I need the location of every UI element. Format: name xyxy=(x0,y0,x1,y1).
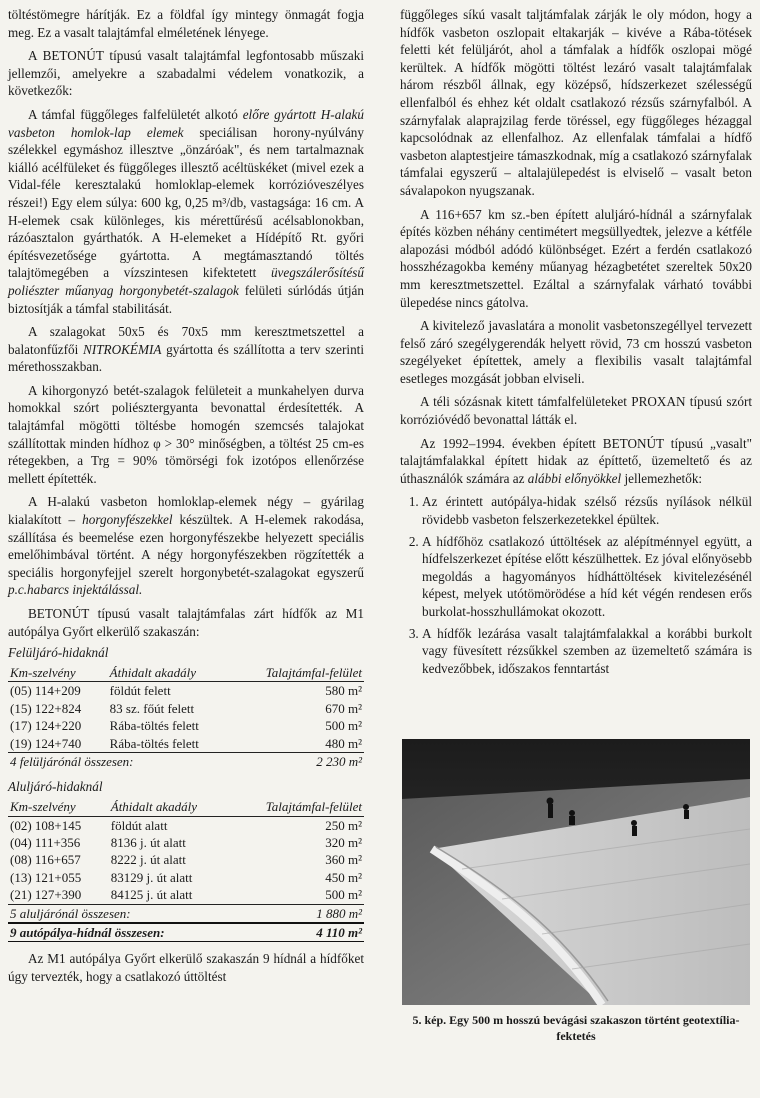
column-header: Talajtámfal-felület xyxy=(231,664,364,682)
table-row: (21) 127+390 84125 j. út alatt 500 m² xyxy=(10,887,362,903)
paragraph: A H-alakú vasbeton homloklap-elemek négy – gyárilag kialakított – horgonyfészekkel készültek. A H-elemek rakodása, szállítása és beemelése ezen horgonyfészekbe helyezett speciális emelőhimbával történt. A négy horgonyfészekben rögzítették a speciális horgonyfejjel szerelt horgonybetét-szalagokat egyszerű p.c.habarcs injektálással. xyxy=(8,494,364,598)
geotextile-photo xyxy=(402,739,750,1005)
column-header: Km-szelvény xyxy=(8,798,109,816)
table-total-row: 5 aluljárónál összesen: 1 880 m² xyxy=(8,904,364,923)
paragraph: A kivitelező javaslatára a monolit vasbetonszegéllyel tervezett felső záró szegélygerendák helyett rövid, 73 cm hosszú vasbeton szegélyeket építettek, amely a flexibilis vasalt talajtámfal esetleges mozgását jobban elviseli. xyxy=(400,318,752,386)
paragraph: A téli sózásnak kitett támfalfelületeket PROXAN típusú szórt korrózióvédő bevonattal látták el. xyxy=(400,394,752,428)
paragraph: függőleges síkú vasalt taljtámfalak zárják le oly módon, hogy a hídfők vasbeton oszlopait eltakarják – kivéve a Rába-tötések feletti két felüljárót, ahol a támfalak a hídfők oszlopai mögé kerültek. A hídfők mögötti töltést lezáró vasalt talajtámfalak három részből állnak, egy középső, hídszerkezet szélességű ellenfalból és ehhez két oldalt csatlakozó rézsűs szárnyfalból. A szárnyfalak alaprajzilag ferde töréssel, egy függőleges hézaggal kapcsolódnak az ellenfalhoz. Az ellenfalak támfalai a hídfő vasbeton alaptestjeire támaszkodnak, míg a csatlakozó szárnyfalak támfalai egyszerű – altalajülepedést is elviselő – vasalt beton sávalapokon nyugszanak. xyxy=(400,7,752,198)
photo-illustration xyxy=(402,739,750,1005)
paragraph: A 116+657 km sz.-ben épített aluljáró-hídnál a szárnyfalak építés közben néhány centimétert megsüllyedtek, jelezve a kétféle alapozási módból adódó különbséget. Ezért a ferdén csatlakozó hosszhézagokba kemény műanyag hézagbetétet szereltek 50x20 mm keresztmetszettel. Ezáltal a szárnyfalak várható további ülepedése nincs gátolva. xyxy=(400,206,752,310)
table-row: (04) 111+356 8136 j. út alatt 320 m² xyxy=(10,835,362,850)
paragraph: BETONÚT típusú vasalt talajtámfalas zárt hídfők az M1 autópálya Győrt elkerülő szakaszán: xyxy=(8,606,364,639)
paragraph: Az 1992–1994. években épített BETONÚT típusú „vasalt" talajtámfalakkal épített hidak az építtető, üzemeltető és az úthasználók számára az alábbi előnyökkel jellemezhetők: xyxy=(400,435,752,486)
list-item: 1. Az érintett autópálya-hidak szélső rézsűs nyílások nélkül rövidebb vasbeton felszerkezetekkel épültek. xyxy=(422,493,752,528)
table-total-row: 4 felüljárónál összesen: 2 230 m² xyxy=(10,754,362,769)
table-title-overpasses: Felüljáró-hidaknál xyxy=(8,645,109,661)
table-row: (15) 122+824 83 sz. főút felett 670 m² xyxy=(10,700,362,716)
column-header: Km-szelvény xyxy=(8,664,108,682)
table-row: (13) 121+055 83129 j. út alatt 450 m² xyxy=(10,869,362,885)
table-title-underpasses: Aluljáró-hidaknál xyxy=(8,779,103,795)
underpass-table xyxy=(8,798,364,942)
paragraph: A szalagokat 50x5 és 70x5 mm keresztmetszettel a balatonfűzfői NITROKÉMIA gyártotta és szállította a terv szerinti mérethosszakban. xyxy=(8,324,365,375)
right-column xyxy=(400,6,752,681)
overpass-table xyxy=(8,664,364,771)
column-header: Áthidalt akadály xyxy=(109,798,230,816)
table-row: (19) 124+740 Rába-töltés felett 480 m² xyxy=(10,735,362,751)
paragraph: A kihorgonyzó betét-szalagok felületeit a munkahelyen durva homokkal szórt poliésztergyanta bevonattal érdesítették. A talajtámfal mögötti töltésbe homogén szemcsés talajokat szállítottak minden hídhoz φ > 30° minőségben, a töltést 25 cm-es rétegekben, a Trg = 90% tömörségi fok izotópos ellenőrzése mellett építették. xyxy=(8,382,364,486)
list-item: 3. A hídfők lezárása vasalt talajtámfalakkal a korábbi burkolt vagy füvesített rézsűkkel szemben az üzemeltető számára is kedvezőbbek, időszakos fenntartást xyxy=(422,625,752,678)
table-row: (08) 116+657 8222 j. út alatt 360 m² xyxy=(10,852,362,868)
table-row: (17) 124+220 Rába-töltés felett 500 m² xyxy=(10,718,362,734)
grand-total-row: 9 autópálya-hídnál összesen: 4 110 m² xyxy=(10,925,362,941)
photo-caption: 5. kép. Egy 500 m hosszú bevágási szakaszon történt geotextília-fektetés xyxy=(412,1013,740,1043)
paragraph: töltéstömegre hárítják. Ez a földfal így mintegy önmagát fogja meg. Ez a vasalt talajtámfal elméletének lényege. xyxy=(8,7,364,40)
column-header: Áthidalt akadály xyxy=(108,664,231,682)
advantages-list xyxy=(400,493,752,677)
table-row: (02) 108+145 földút alatt 250 m² xyxy=(10,817,362,833)
paragraph: Az M1 autópálya Győrt elkerülő szakaszán 9 hídnál a hídfőket úgy tervezték, hogy a csatlakozó úttöltést xyxy=(8,951,364,985)
column-header: Talajtámfal-felület xyxy=(230,798,364,816)
paragraph: A támfal függőleges falfelületét alkotó előre gyártott H-alakú vasbeton homlok-lap elemek speciálisan horony-nyúlvány szélekkel egymáshoz illesztve „önzáróak", és nem tartalmaznak kiálló acélfüleket és függőleges illesztő acéltüskéket (mivel ezek a Vidal-féle keresztalakú homloklap-elemek korrózióveszélyes részei!) Egy elem súlya: 600 kg, 0,25 m³/db, vastagsága: 16 cm. A H-elemek csak különleges, kis mérettűrésű acélsablonokban, rázóasztalon gyárthatók. A H-elemeket a Hídépítő Rt. győri építésvezetősége gyártotta. A megtámasztandó töltés talajtömegében a vízszintesen kifektetett üvegszálerősítésű poliészter műanyag horgonybetét-szalagok felületi súrlódás útján biztosítják a támfal stabilitását. xyxy=(8,106,364,316)
left-column xyxy=(8,6,364,992)
paragraph: A BETONÚT típusú vasalt talajtámfal legfontosabb műszaki jellemzői, amelyekre a szabadalmi védelem vonatkozik, a következők: xyxy=(8,48,364,99)
list-item: 2. A hídfőhöz csatlakozó úttöltések az alépítménnyel együtt, a hídfelszerkezet építése előtt készülhettek. Ez jóval előnyösebb megoldás a hagyományos hídháttöltések kivitelezésénél képest, melyek utótömörödése a híd két végén rendesen erős burkolat-hosszhullámokat okozott. xyxy=(422,533,752,621)
table-row: (05) 114+209 földút felett 580 m² xyxy=(10,683,362,699)
